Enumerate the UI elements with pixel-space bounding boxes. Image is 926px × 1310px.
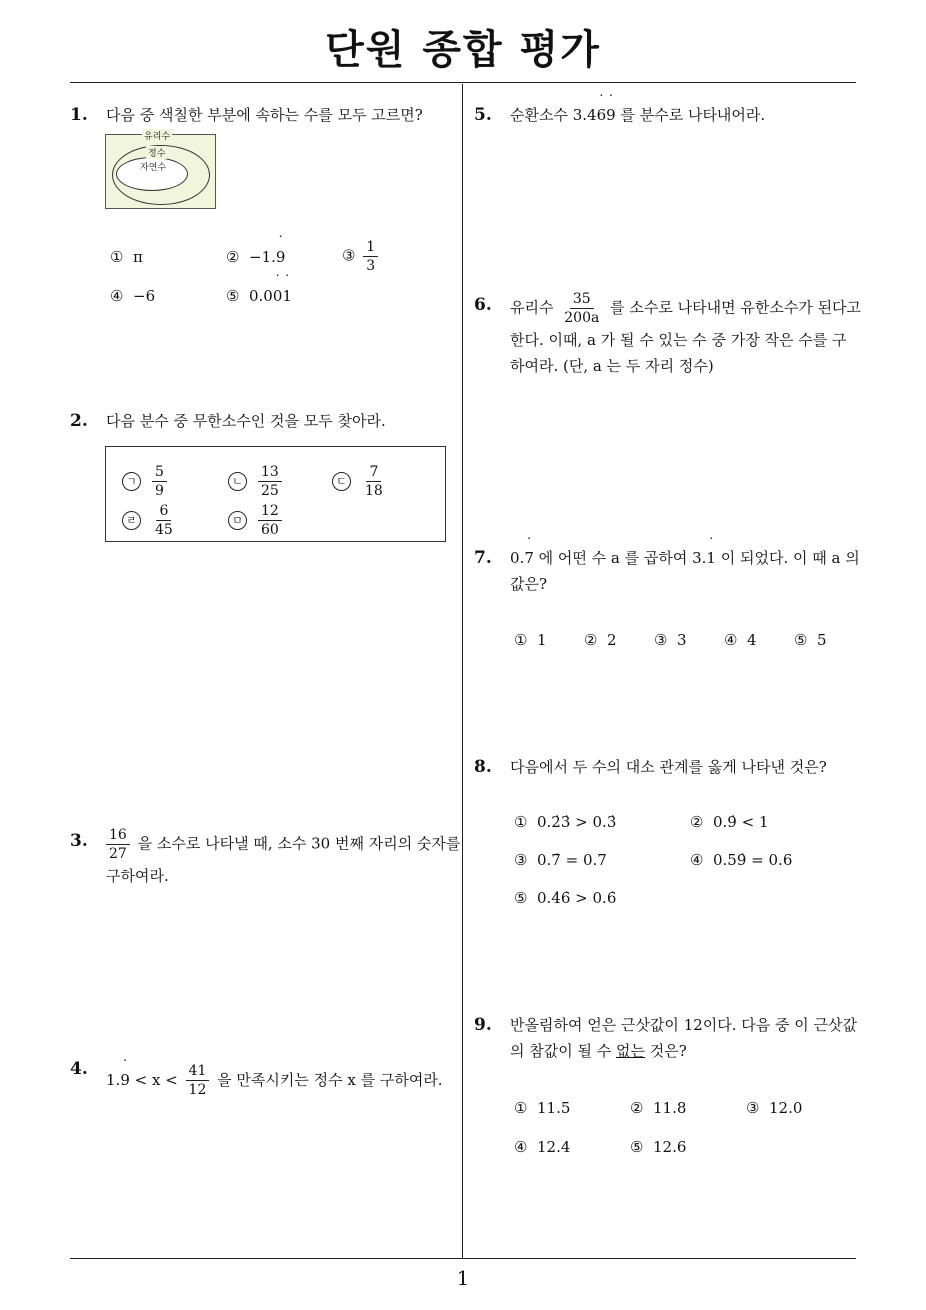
question-text-line2: 의 참값이 될 수 xyxy=(510,1042,617,1060)
question-text: 순환소수 3.4 xyxy=(510,106,597,124)
numerator: 12 xyxy=(258,502,282,521)
question-text-line3: 하여라. (단, a 는 두 자리 정수) xyxy=(510,357,714,375)
question-text: 을 소수로 나타낼 때, 소수 30 번째 자리의 숫자를 xyxy=(137,834,461,853)
choice-mark: ④ xyxy=(514,1138,528,1156)
fraction xyxy=(561,290,602,327)
page-number: 1 xyxy=(456,1266,470,1290)
q2-item-2 xyxy=(228,463,285,500)
denominator: 27 xyxy=(109,846,127,862)
question-number: 9. xyxy=(474,1015,492,1035)
choice-value: −1. xyxy=(249,248,276,266)
value-a: 0. xyxy=(510,549,525,567)
item-mark: ㄴ xyxy=(228,472,247,491)
choice-mark: ③ xyxy=(342,246,356,265)
question-number: 5. xyxy=(474,105,492,125)
question-text: 을 만족시키는 정수 x 를 구하여라. xyxy=(217,1070,443,1089)
question-text: 유리수 xyxy=(510,298,554,317)
numerator: 7 xyxy=(366,463,381,482)
question-text-cont: 를 소수로 나타내면 유한소수가 된다고 xyxy=(610,298,862,317)
numerator: 16 xyxy=(106,826,130,845)
venn-label-natural: 자연수 xyxy=(138,160,168,173)
denominator: 60 xyxy=(261,522,279,538)
q8-choice-5[interactable] xyxy=(514,889,616,907)
q7-choice-1[interactable] xyxy=(514,631,547,649)
choice-value: −6 xyxy=(133,287,156,305)
fraction xyxy=(106,826,130,863)
question-number: 8. xyxy=(474,757,492,777)
question-number: 6. xyxy=(474,295,492,315)
choice-value: 3 xyxy=(677,631,687,649)
repeating-digit: ˙ 9 xyxy=(276,248,286,266)
repeating-digit: ˙ 7 xyxy=(524,545,534,571)
q8-choice-2[interactable] xyxy=(690,813,769,831)
q8-choice-4[interactable] xyxy=(690,851,792,869)
choice-mark: ② xyxy=(690,813,704,831)
choice-mark: ② xyxy=(630,1099,644,1117)
question-number: 2. xyxy=(70,411,88,431)
q9-choice-3[interactable] xyxy=(746,1099,802,1117)
q2-item-4 xyxy=(122,502,179,539)
choice-value: 11.5 xyxy=(537,1099,571,1117)
fraction xyxy=(258,502,282,539)
choice-mark: ④ xyxy=(724,631,738,649)
q9-choice-1[interactable] xyxy=(514,1099,570,1117)
repeating-digit: ˙ 6 xyxy=(597,102,607,128)
question-text-end: 이 되었다. 이 때 a 의 xyxy=(715,549,860,567)
q9-choice-2[interactable] xyxy=(630,1099,686,1117)
question-1 xyxy=(70,102,456,128)
bottom-rule xyxy=(70,1258,856,1259)
question-number: 7. xyxy=(474,548,492,568)
choice-value: 2 xyxy=(607,631,617,649)
choice-mark: ⑤ xyxy=(514,889,528,907)
column-divider xyxy=(462,84,463,1259)
q1-choice-1[interactable] xyxy=(110,248,143,266)
question-text-line2: 한다. 이때, a 가 될 수 있는 수 중 가장 작은 수를 구 xyxy=(510,331,847,349)
choice-value: 12.0 xyxy=(769,1099,803,1117)
choice-value: 0.9̇ < 1 xyxy=(713,813,769,831)
item-mark: ㄹ xyxy=(122,511,141,530)
choice-mark: ⑤ xyxy=(226,287,240,305)
fraction xyxy=(258,463,282,500)
numerator: 1 xyxy=(363,238,378,257)
question-2 xyxy=(70,408,456,434)
choice-value: 5 xyxy=(817,631,827,649)
venn-diagram xyxy=(105,134,216,209)
denominator: 3 xyxy=(366,258,376,274)
denominator: 45 xyxy=(155,522,173,538)
item-mark: ㄷ xyxy=(332,472,351,491)
numerator: 41 xyxy=(186,1062,210,1081)
denominator: 12 xyxy=(188,1082,207,1098)
q2-item-5 xyxy=(228,502,285,539)
question-text: 반올림하여 얻은 근삿값이 12이다. 다음 중 이 근삿값 xyxy=(510,1016,858,1034)
choice-mark: ① xyxy=(514,631,528,649)
venn-label-rational: 유리수 xyxy=(142,129,172,142)
numerator: 5 xyxy=(152,463,167,482)
denominator: 200a xyxy=(564,310,600,326)
question-text: 다음에서 두 수의 대소 관계를 옳게 나타낸 것은? xyxy=(510,758,827,776)
repeating-digit: ˙ 1 xyxy=(706,545,716,571)
question-8 xyxy=(474,754,860,780)
page-title: 단원 종합 평가 xyxy=(325,27,601,73)
item-mark: ㄱ xyxy=(122,472,141,491)
q1-choice-5[interactable] xyxy=(226,287,292,305)
q7-choice-3[interactable] xyxy=(654,631,687,649)
choice-value: 12.6 xyxy=(653,1138,687,1156)
emphasis-underline: 없는 xyxy=(616,1042,645,1060)
numerator: 6 xyxy=(156,502,171,521)
fraction xyxy=(363,238,378,275)
choice-mark: ③ xyxy=(654,631,668,649)
q7-choice-5[interactable] xyxy=(794,631,827,649)
q2-item-3 xyxy=(332,463,389,500)
choice-value: 0.59̇ = 0.6 xyxy=(713,851,793,869)
q8-choice-1[interactable] xyxy=(514,813,616,831)
q2-item-1 xyxy=(122,463,170,500)
q8-choice-3[interactable] xyxy=(514,851,607,869)
venn-label-integer: 정수 xyxy=(146,146,167,159)
q9-choice-5[interactable] xyxy=(630,1138,686,1156)
choice-mark: ④ xyxy=(110,287,124,305)
choice-value: 0.7̇ = 0.7 xyxy=(537,851,607,869)
q7-choice-4[interactable] xyxy=(724,631,757,649)
choice-mark: ① xyxy=(514,1099,528,1117)
choice-mark: ② xyxy=(584,631,598,649)
choice-value: 11.8 xyxy=(653,1099,687,1117)
inequality-left: 1. xyxy=(106,1070,121,1089)
choice-value: 1 xyxy=(537,631,547,649)
denominator: 9 xyxy=(155,483,164,499)
question-7 xyxy=(474,545,860,597)
question-9 xyxy=(474,1012,860,1064)
q1-choice-2[interactable] xyxy=(226,248,285,266)
question-6 xyxy=(474,290,862,379)
choice-value: 0.4̇6̇ > 0.6̇ xyxy=(537,889,617,907)
choice-value: 0.0 xyxy=(249,287,273,305)
question-4 xyxy=(70,1054,458,1098)
fraction xyxy=(186,1062,210,1099)
repeating-digit: ˙ 1 xyxy=(282,287,292,305)
choice-mark: ② xyxy=(226,248,240,266)
question-text-line2: 구하여라. xyxy=(106,867,169,885)
choice-value: 0.2̇3̇ > 0.3̇ xyxy=(537,813,617,831)
q1-choice-3[interactable] xyxy=(342,238,381,275)
item-mark: ㅁ xyxy=(228,511,247,530)
fraction xyxy=(152,463,167,500)
question-text-end: 를 분수로 나타내어라. xyxy=(615,106,766,124)
repeating-digit: ˙ 9 xyxy=(120,1067,130,1093)
choice-mark: ③ xyxy=(746,1099,760,1117)
top-rule xyxy=(70,82,856,83)
question-number: 4. xyxy=(70,1059,88,1079)
repeating-digit: ˙ 0 xyxy=(273,287,283,305)
question-text: 다음 분수 중 무한소수인 것을 모두 찾아라. xyxy=(106,412,386,430)
repeating-digit: ˙ 9 xyxy=(606,102,616,128)
choice-mark: ① xyxy=(110,248,124,266)
question-text-end: 것은? xyxy=(645,1042,687,1060)
denominator: 25 xyxy=(261,483,279,499)
q1-choice-4[interactable] xyxy=(110,287,155,305)
choice-value: 12.4 xyxy=(537,1138,571,1156)
question-text: 에 어떤 수 a 를 곱하여 3. xyxy=(533,549,707,567)
choice-value: 4 xyxy=(747,631,757,649)
question-number: 1. xyxy=(70,105,88,125)
numerator: 13 xyxy=(258,463,282,482)
question-text-line2: 값은? xyxy=(510,575,548,593)
question-3 xyxy=(70,826,461,889)
fraction xyxy=(152,502,176,539)
choice-value: π xyxy=(133,248,143,266)
numerator: 35 xyxy=(570,290,594,309)
choice-mark: ⑤ xyxy=(630,1138,644,1156)
choice-mark: ① xyxy=(514,813,528,831)
fraction xyxy=(362,463,386,500)
q9-choice-4[interactable] xyxy=(514,1138,570,1156)
choice-mark: ④ xyxy=(690,851,704,869)
q7-choice-2[interactable] xyxy=(584,631,617,649)
denominator: 18 xyxy=(365,483,383,499)
choice-mark: ③ xyxy=(514,851,528,869)
question-5 xyxy=(474,102,860,128)
choice-mark: ⑤ xyxy=(794,631,808,649)
question-number: 3. xyxy=(70,831,88,851)
question-text: 다음 중 색칠한 부분에 속하는 수를 모두 고르면? xyxy=(106,106,423,124)
inequality-middle: < x < xyxy=(129,1070,183,1089)
